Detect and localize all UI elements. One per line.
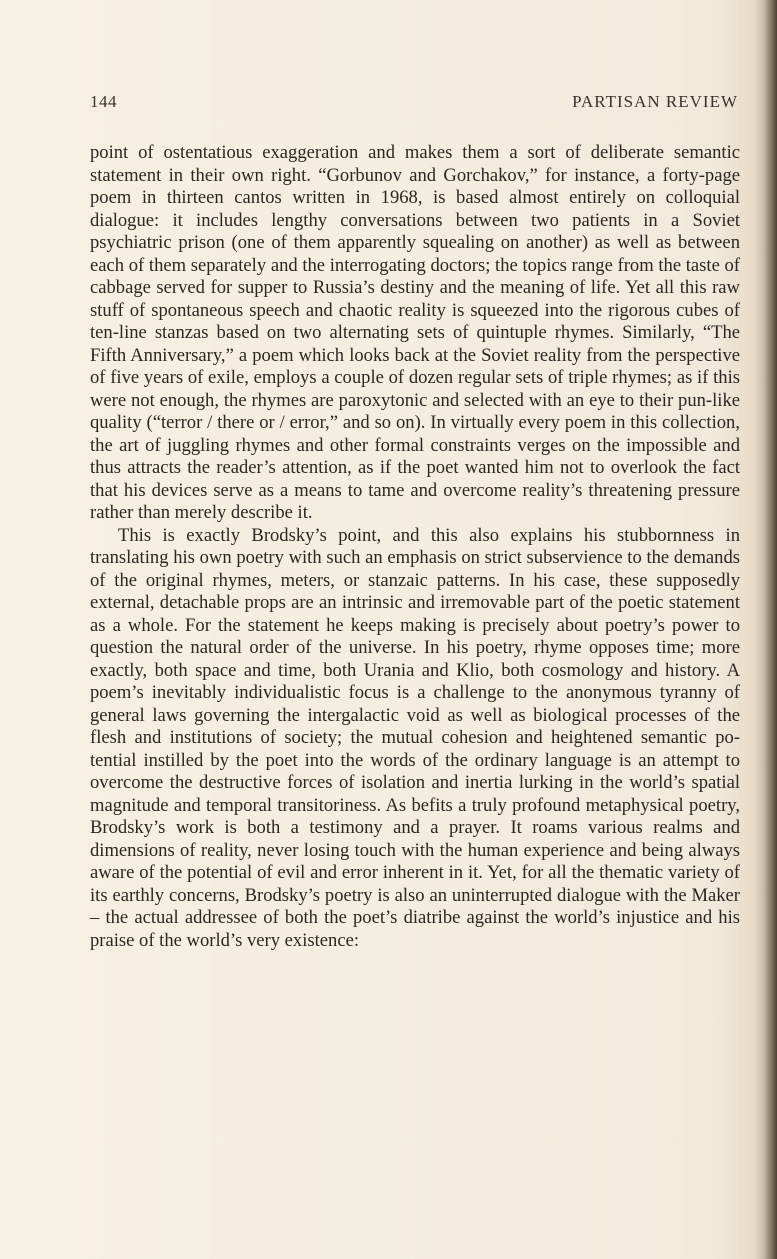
journal-title: PARTISAN REVIEW xyxy=(572,92,738,111)
article-body xyxy=(90,142,740,952)
paragraph-2: This is exactly Brodsky’s point, and this also explains his stubbornness in translating his own poetry with such an emphasis on strict subservience to the demands of the original rhymes, meters, or stanzaic patterns. In his case, these supposedly external, detachable props are an intrinsic and irremovable part of the poetic statement as a whole. For the statement he keeps making is precisely about poetry’s power to question the natural order of the universe. In his poetry, rhyme opposes time; more exactly, both space and time, both Urania and Klio, both cosmology and history. A poem’s inevitably individualistic focus is a challenge to the anonymous tyranny of general laws governing the intergalactic void as well as biological processes of the flesh and institutions of society; the mutual cohesion and heightened semantic potential instilled by the poet into the words of the ordinary language is an attempt to overcome the destructive forces of isolation and inertia lurking in the world’s spatial magnitude and temporal transitoriness. As befits a truly profound metaphysical poetry, Brodsky’s work is both a testimony and a prayer. It roams various realms and dimensions of reality, never losing touch with the human experience and being always aware of the potential of evil and error inherent in it. Yet, for all the thematic variety of its earthly concerns, Brodsky’s poetry is also an uninterrupted dialogue with the Maker – the actual addressee of both the poet’s diatribe against the world’s injustice and his praise of the world’s very existence: xyxy=(90,524,740,951)
page-binding-edge xyxy=(755,0,777,1259)
paragraph-1: point of ostentatious exaggeration and makes them a sort of deliberate semantic statement in their own right. “Gorbunov and Gorchakov,” for instance, a forty-page poem in thirteen cantos written in 1968, is based almost entirely on colloquial dialogue: it includes lengthy conversations between two patients in a Soviet psychiatric prison (one of them apparently squealing on another) as well as between each of them separately and the interrogating doctors; the topics range from the taste of cabbage served for supper to Russia’s destiny and the meaning of life. Yet all this raw stuff of spontaneous speech and chaotic reality is squeezed into the rigorous cubes of ten-line stanzas based on two alternating sets of quintuple rhymes. Similarly, “The Fifth Anniversary,” a poem which looks back at the Soviet reality from the perspective of five years of exile, employs a couple of dozen regular sets of triple rhymes; as if this were not enough, the rhymes are paroxytonic and selected with an eye to their pun-like quality (“terror / there or / error,” and so on). In virtually every poem in this collection, the art of juggling rhymes and other formal constraints verges on the impossible and thus attracts the reader’s attention, as if the poet wanted him not to overlook the fact that his devices serve as a means to tame and overcome reality’s threatening pressure rather than merely describe it. xyxy=(90,142,740,523)
running-head xyxy=(90,92,738,116)
page-number: 144 xyxy=(90,92,117,111)
